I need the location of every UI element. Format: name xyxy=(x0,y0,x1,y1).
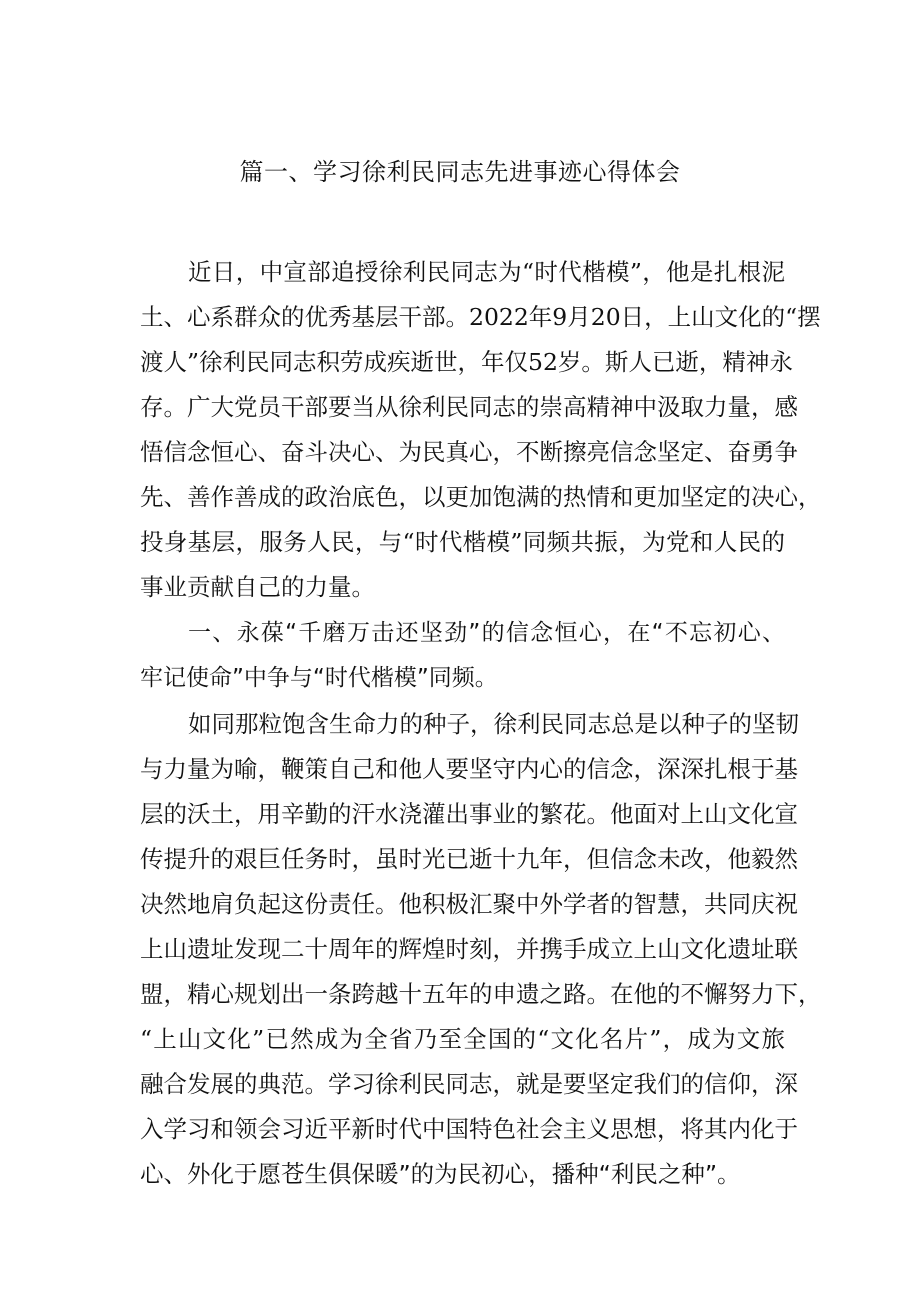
paragraph-2-line: 上山遗址发现二十周年的辉煌时刻，并携手成立上山文化遗址联 xyxy=(140,935,798,963)
paragraph-1-line: 先、善作善成的政治底色，以更加饱满的热情和更加坚定的决心， xyxy=(140,483,822,511)
paragraph-1-line: 事业贡献自己的力量。 xyxy=(140,573,375,601)
section-heading-line: 一、永葆“千磨万击还坚劲”的信念恒心，在“不忘初心、 xyxy=(188,620,785,646)
paragraph-2-line: “上山文化”已然成为全省乃至全国的“文化名片”，成为文旅 xyxy=(140,1025,785,1053)
paragraph-2-line: 心、外化于愿苍生俱保暖”的为民初心，播种“利民之种”。 xyxy=(140,1160,741,1188)
paragraph-1-line: 存。广大党员干部要当从徐利民同志的崇高精神中汲取力量，感 xyxy=(140,393,798,421)
document-title: 篇一、学习徐利民同志先进事迹心得体会 xyxy=(239,158,681,186)
paragraph-2-line: 传提升的艰巨任务时，虽时光已逝十九年，但信念未改，他毅然 xyxy=(140,845,798,873)
paragraph-1-line: 近日，中宣部追授徐利民同志为“时代楷模”，他是扎根泥 xyxy=(188,258,785,286)
paragraph-2-line: 盟，精心规划出一条跨越十五年的申遗之路。在他的不懈努力下， xyxy=(140,980,822,1008)
paragraph-2-line: 入学习和领会习近平新时代中国特色社会主义思想，将其内化于 xyxy=(140,1115,798,1143)
paragraph-1-line: 土、心系群众的优秀基层干部。2022年9月20日，上山文化的“摆 xyxy=(140,303,821,331)
paragraph-2-line: 层的沃土，用辛勤的汗水浇灌出事业的繁花。他面对上山文化宣 xyxy=(140,800,798,828)
paragraph-2-line: 如同那粒饱含生命力的种子，徐利民同志总是以种子的坚韧 xyxy=(188,710,799,738)
paragraph-1-line: 悟信念恒心、奋斗决心、为民真心，不断擦亮信念坚定、奋勇争 xyxy=(140,438,798,466)
section-heading-line: 牢记使命”中争与“时代楷模”同频。 xyxy=(140,665,498,691)
paragraph-2-line: 决然地肩负起这份责任。他积极汇聚中外学者的智慧，共同庆祝 xyxy=(140,890,798,918)
paragraph-2-line: 融合发展的典范。学习徐利民同志，就是要坚定我们的信仰，深 xyxy=(140,1070,798,1098)
paragraph-2-line: 与力量为喻，鞭策自己和他人要坚守内心的信念，深深扎根于基 xyxy=(140,755,798,783)
paragraph-1-line: 渡人”徐利民同志积劳成疾逝世，年仅52岁。斯人已逝，精神永 xyxy=(140,348,793,376)
paragraph-1-line: 投身基层，服务人民，与“时代楷模”同频共振，为党和人民的 xyxy=(140,528,785,556)
